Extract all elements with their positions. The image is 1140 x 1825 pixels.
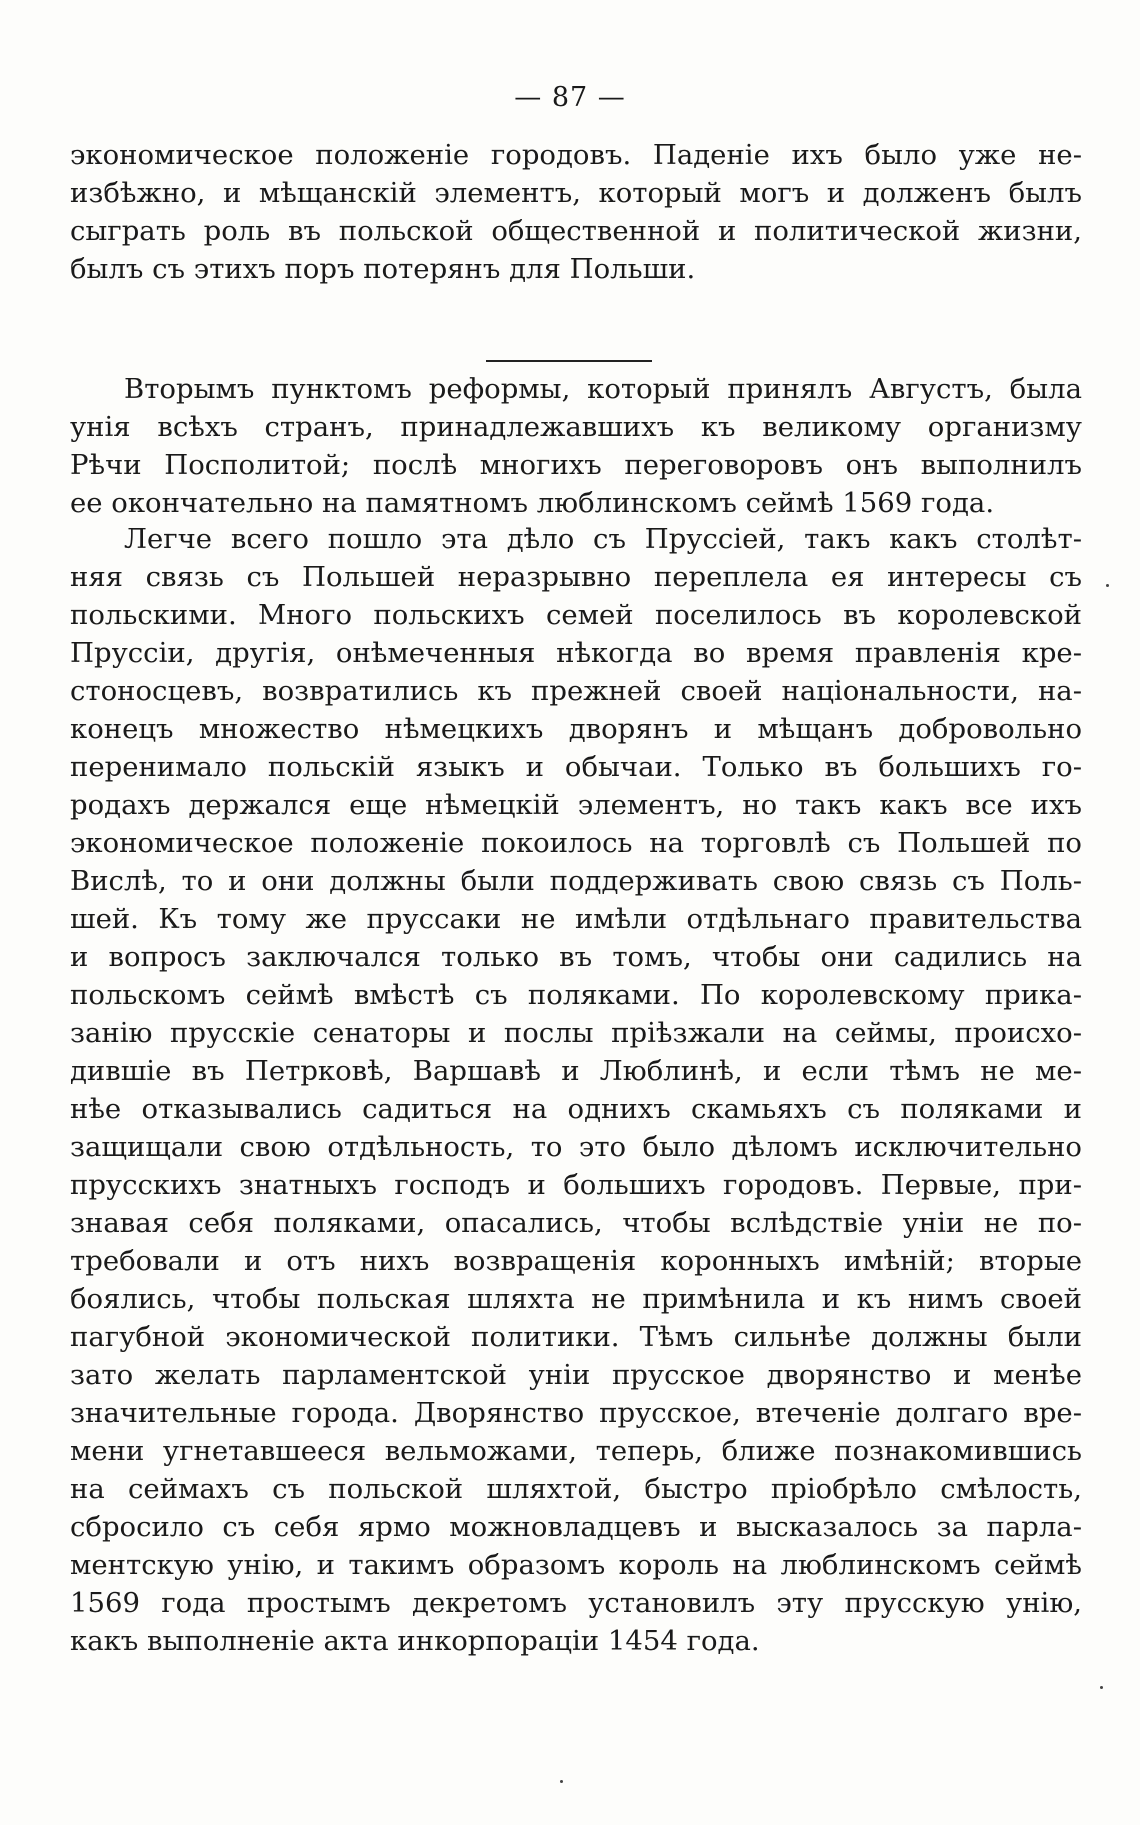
text-line: значительные города. Дворянство прусское, втеченіе долгаго вре- [70, 1397, 1082, 1429]
print-speck [560, 1780, 563, 1783]
text-line: и вопросъ заключался только въ томъ, чтобы они садились на [70, 941, 1082, 973]
text-line: Вислѣ, то и они должны были поддерживать свою связь съ Поль- [70, 865, 1082, 897]
text-line: требовали и отъ нихъ возвращенія коронныхъ имѣній; вторые [70, 1245, 1082, 1277]
text-line: экономическое положеніе покоилось на торговлѣ съ Польшей по [70, 827, 1082, 859]
text-line: былъ съ этихъ поръ потерянъ для Польши. [70, 253, 696, 285]
text-line: защищали свою отдѣльность, то это было дѣломъ исключительно [70, 1131, 1082, 1163]
text-line: сыграть роль въ польской общественной и политической жизни, [70, 215, 1082, 247]
print-speck [1106, 584, 1109, 587]
text-line: родахъ держался еще нѣмецкій элементъ, но такъ какъ все ихъ [70, 789, 1082, 821]
text-line: экономическое положеніе городовъ. Паденіе ихъ было уже не- [70, 139, 1082, 171]
text-line: дившіе въ Петрковѣ, Варшавѣ и Люблинѣ, и если тѣмъ не ме- [70, 1055, 1082, 1087]
text-line: Легче всего пошло эта дѣло съ Пруссіей, такъ какъ столѣт- [124, 523, 1082, 555]
text-line: ее окончательно на памятномъ люблинскомъ сеймѣ 1569 года. [70, 487, 995, 519]
section-divider [486, 360, 652, 362]
page-number: — 87 — [514, 82, 626, 113]
text-line: избѣжно, и мѣщанскій элементъ, который могъ и долженъ былъ [70, 177, 1082, 209]
text-line: няя связь съ Польшей неразрывно переплела ея интересы съ [70, 561, 1082, 593]
text-line: нѣе отказывались садиться на однихъ скамьяхъ съ поляками и [70, 1093, 1082, 1125]
text-line: боялись, чтобы польская шляхта не примѣнила и къ нимъ своей [70, 1283, 1082, 1315]
print-speck [1100, 1686, 1103, 1689]
text-line: ментскую унію, и такимъ образомъ король на люблинскомъ сеймѣ [70, 1549, 1082, 1581]
text-line: Рѣчи Посполитой; послѣ многихъ переговоровъ онъ выполнилъ [70, 449, 1082, 481]
text-line: сбросило съ себя ярмо можновладцевъ и высказалось за парла- [70, 1511, 1082, 1543]
text-line: на сеймахъ съ польской шляхтой, быстро пріобрѣло смѣлость, [70, 1473, 1082, 1505]
text-line: 1569 года простымъ декретомъ установилъ эту прусскую унію, [70, 1587, 1082, 1619]
text-line: зато желать парламентской уніи прусское дворянство и менѣе [70, 1359, 1082, 1391]
text-line: какъ выполненіе акта инкорпораціи 1454 года. [70, 1625, 760, 1657]
text-line: Пруссіи, другія, онѣмеченныя нѣкогда во время правленія кре- [70, 637, 1082, 669]
text-line: унія всѣхъ странъ, принадлежавшихъ къ великому организму [70, 411, 1082, 443]
text-line: пагубной экономической политики. Тѣмъ сильнѣе должны были [70, 1321, 1082, 1353]
text-line: стоносцевъ, возвратились къ прежней своей національности, на- [70, 675, 1082, 707]
text-line: перенимало польскій языкъ и обычаи. Только въ большихъ го- [70, 751, 1082, 783]
text-line: польскими. Много польскихъ семей поселилось въ королевской [70, 599, 1082, 631]
text-line: мени угнетавшееся вельможами, теперь, ближе познакомившись [70, 1435, 1082, 1467]
text-line: польскомъ сеймѣ вмѣстѣ съ поляками. По королевскому прика- [70, 979, 1082, 1011]
text-line: прусскихъ знатныхъ господъ и большихъ городовъ. Первые, при- [70, 1169, 1082, 1201]
text-line: Вторымъ пунктомъ реформы, который принялъ Августъ, была [124, 373, 1082, 405]
text-line: занію прусскіе сенаторы и послы пріѣзжали на сеймы, происхо- [70, 1017, 1082, 1049]
text-line: конецъ множество нѣмецкихъ дворянъ и мѣщанъ добровольно [70, 713, 1082, 745]
text-line: шей. Къ тому же пруссаки не имѣли отдѣльнаго правительства [70, 903, 1082, 935]
text-line: знавая себя поляками, опасались, чтобы вслѣдствіе уніи не по- [70, 1207, 1082, 1239]
